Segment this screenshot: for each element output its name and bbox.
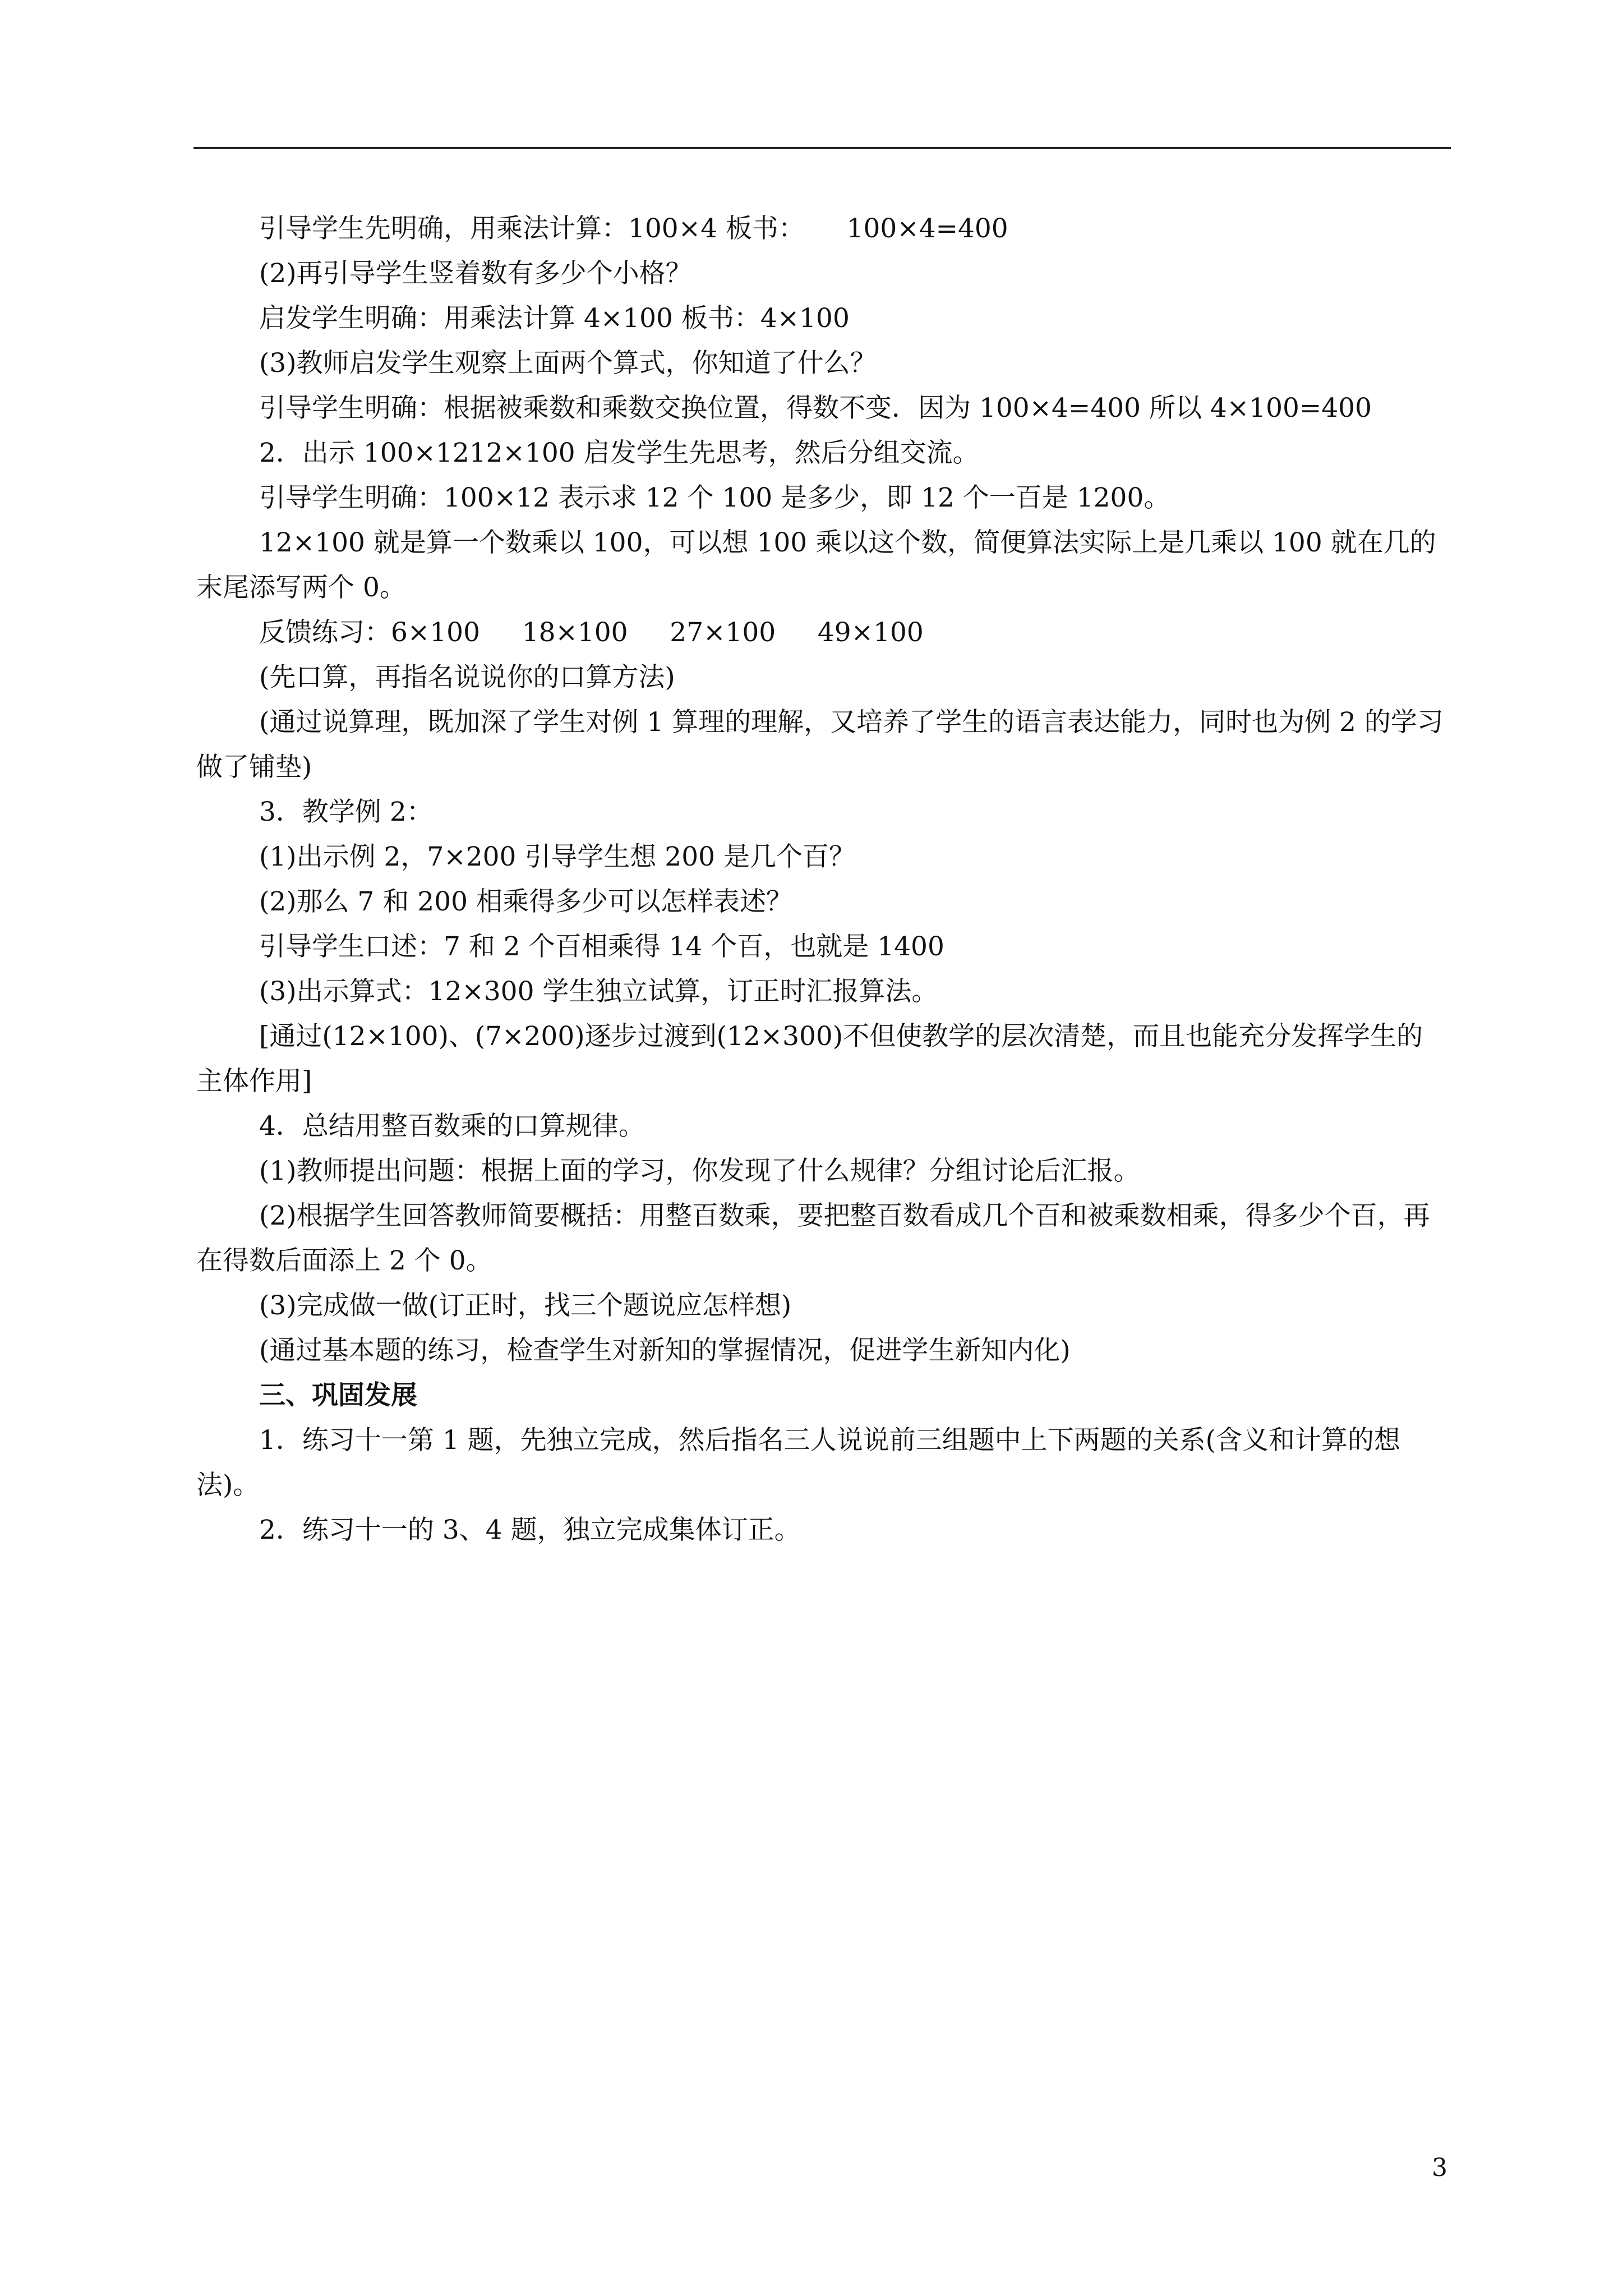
document-body (196, 206, 1448, 1553)
paragraph: (3)完成做一做(订正时，找三个题说应怎样想) (259, 1290, 792, 1321)
paragraph: 4．总结用整百数乘的口算规律。 (259, 1111, 645, 1142)
paragraph: (1)教师提出问题：根据上面的学习，你发现了什么规律？分组讨论后汇报。 (259, 1156, 1140, 1186)
paragraph: (通过说算理，既加深了学生对例 1 算理的理解，又培养了学生的语言表达能力，同时也为例 2 的学习做了铺垫) (196, 707, 1444, 783)
paragraph: (3)出示算式：12×300 学生独立试算，订正时汇报算法。 (259, 976, 938, 1007)
paragraph: 启发学生明确：用乘法计算 4×100 板书：4×100 (259, 303, 850, 334)
paragraph: 3．教学例 2： (259, 797, 433, 827)
paragraph: (3)教师启发学生观察上面两个算式，你知道了什么？ (259, 348, 877, 379)
paragraph: 引导学生口述：7 和 2 个百相乘得 14 个百，也就是 1400 (259, 931, 944, 962)
paragraph: (1)出示例 2，7×200 引导学生想 200 是几个百？ (259, 841, 855, 872)
paragraph: 引导学生明确：根据被乘数和乘数交换位置，得数不变．因为 100×4=400 所以 4×100=400 (259, 393, 1372, 424)
paragraph: (先口算，再指名说说你的口算方法) (259, 662, 675, 693)
paragraph: (2)再引导学生竖着数有多少个小格？ (259, 258, 692, 289)
paragraph: 2．出示 100×1212×100 启发学生先思考，然后分组交流。 (259, 438, 979, 468)
paragraph: 引导学生明确：100×12 表示求 12 个 100 是多少，即 12 个一百是 1200。 (259, 482, 1170, 513)
paragraph: [通过(12×100)、(7×200)逐步过渡到(12×300)不但使教学的层次清楚，而且也能充分发挥学生的主体作用] (196, 1021, 1423, 1097)
paragraph: (2)根据学生回答教师简要概括：用整百数乘，要把整百数看成几个百和被乘数相乘，得多少个百，再在得数后面添上 2 个 0。 (196, 1200, 1430, 1276)
section-heading: 三、巩固发展 (259, 1380, 417, 1411)
paragraph: 引导学生先明确，用乘法计算：100×4 板书： 100×4=400 (259, 213, 1008, 244)
paragraph: 2．练习十一的 3、4 题，独立完成集体订正。 (259, 1515, 801, 1545)
header-rule (193, 147, 1451, 149)
paragraph: 12×100 就是算一个数乘以 100，可以想 100 乘以这个数，简便算法实际上是几乘以 100 就在几的末尾添写两个 0。 (196, 527, 1436, 603)
paragraph: 1．练习十一第 1 题，先独立完成，然后指名三人说说前三组题中上下两题的关系(含义和计算的想法)。 (196, 1425, 1401, 1501)
page-number: 3 (1432, 2154, 1447, 2182)
paragraph: 反馈练习：6×100 18×100 27×100 49×100 (259, 617, 924, 648)
paragraph: (2)那么 7 和 200 相乘得多少可以怎样表述？ (259, 886, 792, 917)
paragraph: (通过基本题的练习，检查学生对新知的掌握情况，促进学生新知内化) (259, 1335, 1071, 1366)
